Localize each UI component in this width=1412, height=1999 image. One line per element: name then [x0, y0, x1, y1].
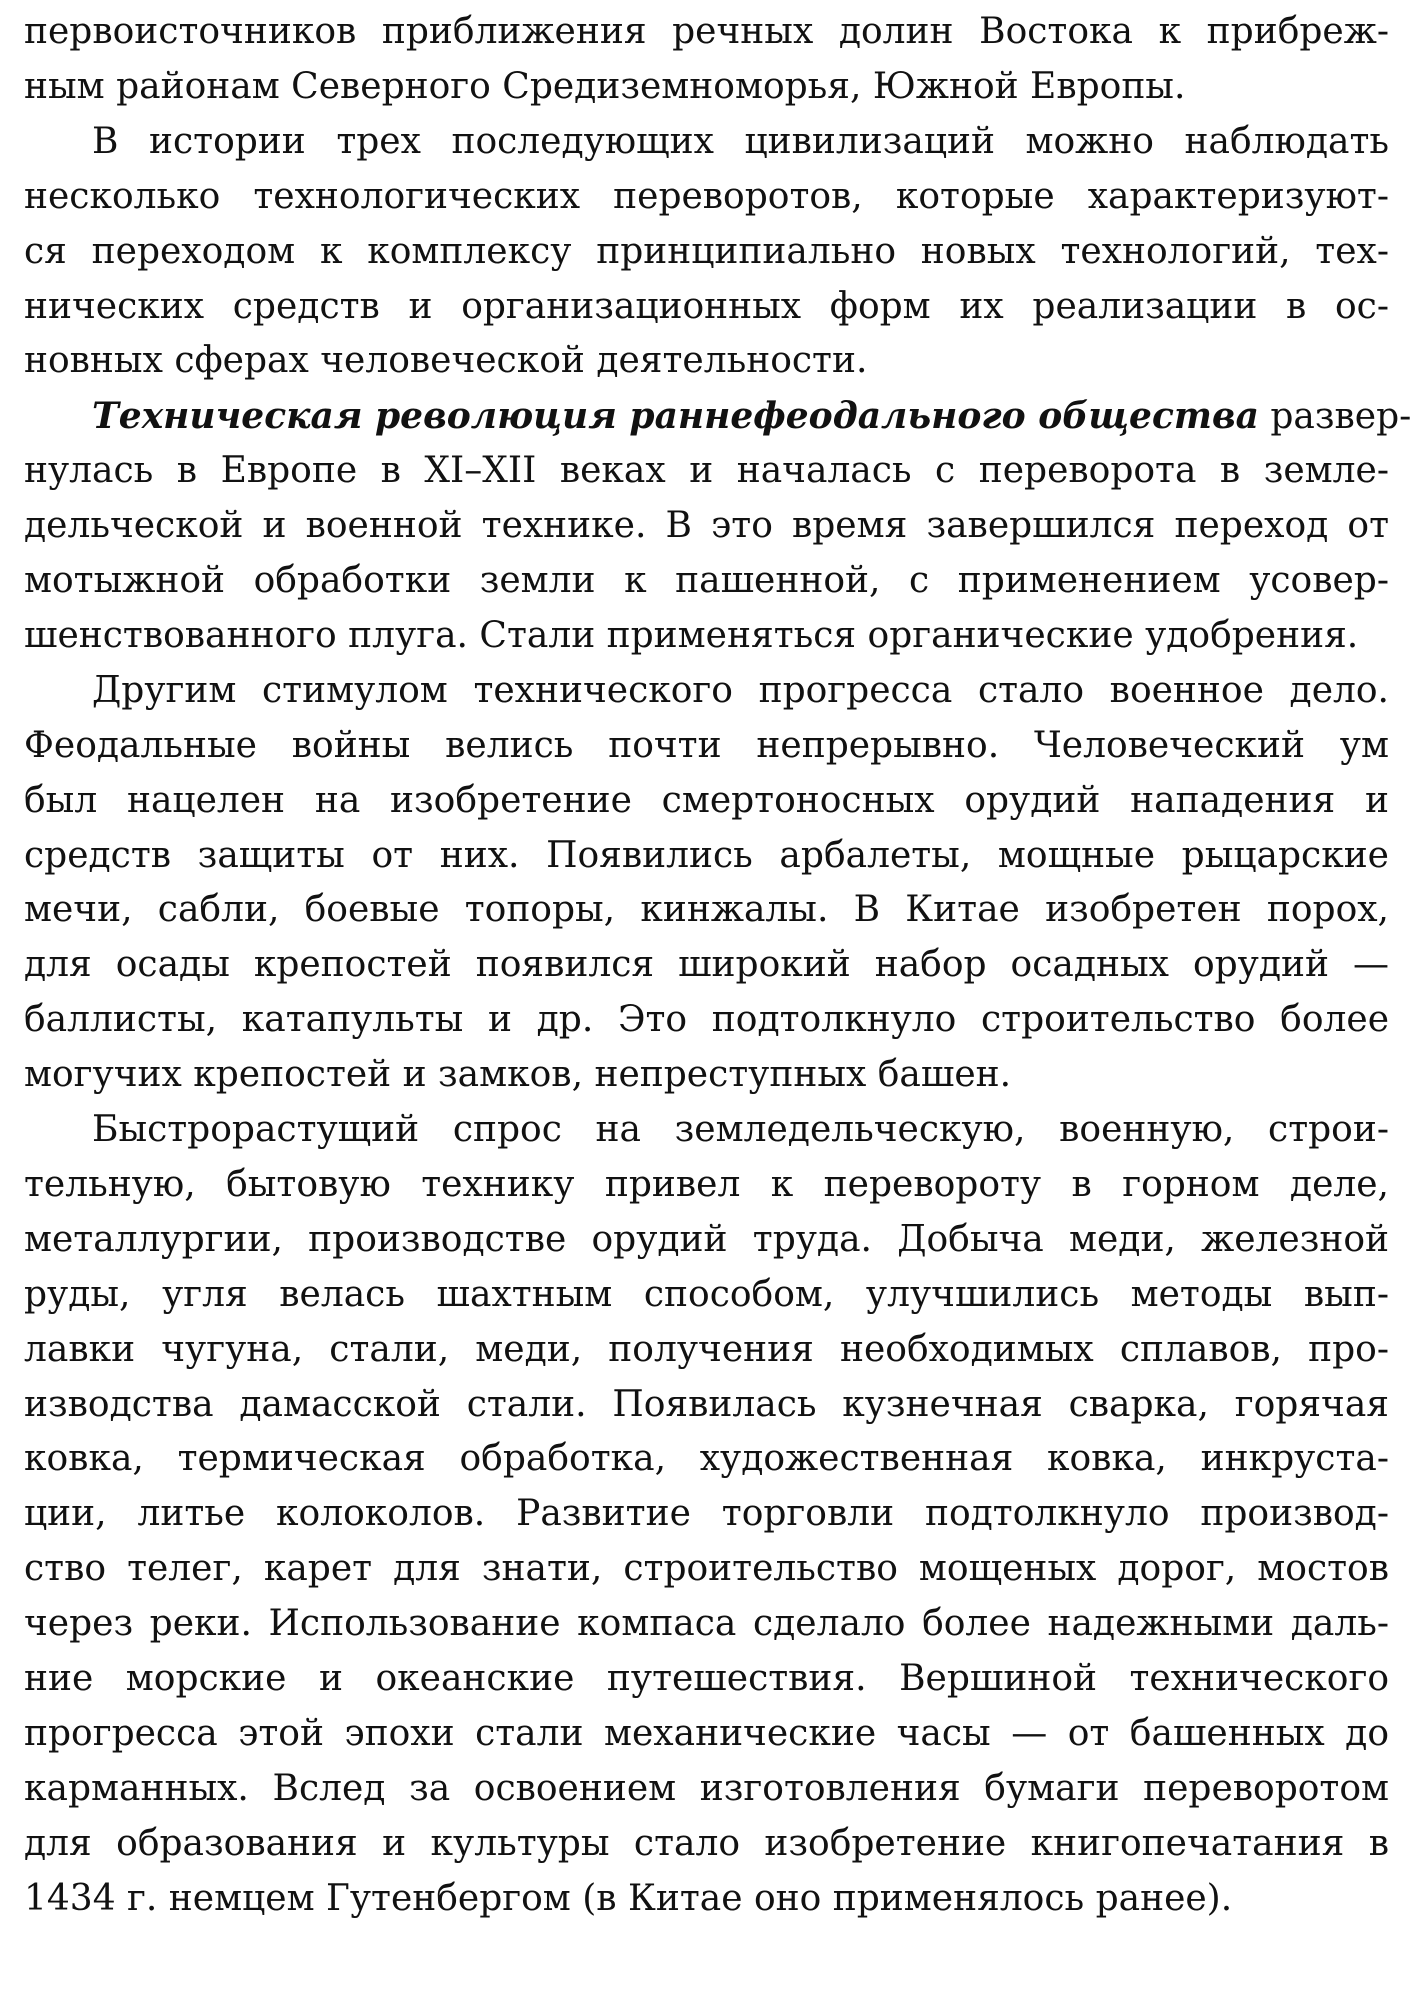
line-text: нических средств и организационных форм их реализации в ос-	[24, 285, 1389, 327]
text-line	[24, 773, 1389, 829]
line-text: ным районам Северного Средиземноморья, Южной Европы.	[24, 65, 1186, 107]
text-line	[24, 882, 1389, 938]
line-text: мотыжной обработки земли к пашенной, с применением усовер-	[24, 560, 1389, 601]
text-line	[24, 443, 1389, 499]
line-text: новных сферах человеческой деятельности.	[24, 340, 868, 382]
line-text: металлургии, производстве орудий труда. Добыча меди, железной	[24, 1218, 1389, 1260]
line-text: развер-	[1258, 396, 1412, 438]
text-line	[24, 388, 1412, 444]
text-line	[24, 608, 1389, 664]
line-text: нулась в Европе в XI–XII веках и началась с переворота в земле-	[24, 450, 1389, 492]
line-text: для осады крепостей появился широкий набор осадных орудий —	[24, 944, 1389, 986]
text-line	[24, 828, 1389, 884]
text-line	[24, 1157, 1389, 1213]
text-line	[24, 1651, 1389, 1707]
text-line	[24, 718, 1389, 774]
text-line	[24, 279, 1389, 335]
line-text: лавки чугуна, стали, меди, получения необходимых сплавов, про-	[24, 1328, 1389, 1370]
text-line	[24, 498, 1389, 554]
text-line	[24, 1102, 1389, 1158]
text-line	[24, 59, 1389, 115]
line-text: изводства дамасской стали. Появилась кузнечная сварка, горячая	[24, 1383, 1389, 1425]
line-text: ство телег, карет для знати, строительство мощеных дорог, мостов	[24, 1548, 1389, 1590]
line-text: Другим стимулом технического прогресса стало военное дело.	[92, 669, 1389, 711]
line-text: баллисты, катапульты и др. Это подтолкнуло строительство более	[24, 999, 1389, 1041]
text-line	[24, 1596, 1389, 1652]
line-text: Феодальные войны велись почти непрерывно. Человеческий ум	[24, 724, 1389, 766]
line-text: мечи, сабли, боевые топоры, кинжалы. В Китае изобретен порох,	[24, 889, 1389, 931]
line-text: 1434 г. немцем Гутенбергом (в Китае оно применялось ранее).	[24, 1877, 1233, 1919]
line-text: для образования и культуры стало изобретение книгопечатания в	[24, 1822, 1389, 1864]
text-line	[24, 663, 1389, 719]
line-text: руды, угля велась шахтным способом, улучшились методы вып-	[24, 1273, 1389, 1315]
text-line	[24, 4, 1389, 60]
text-line	[24, 1212, 1389, 1268]
text-line	[24, 1816, 1389, 1872]
line-text: В истории трех последующих цивилизаций можно наблюдать	[92, 120, 1389, 162]
text-line	[24, 1871, 1389, 1927]
text-line	[24, 1431, 1389, 1487]
line-text: несколько технологических переворотов, которые характеризуют-	[24, 175, 1389, 217]
text-line	[24, 937, 1389, 993]
line-text: был нацелен на изобретение смертоносных орудий нападения и	[24, 779, 1389, 821]
text-line	[24, 1486, 1389, 1542]
line-text: через реки. Использование компаса сделало более надежными даль-	[24, 1603, 1389, 1645]
line-text: средств защиты от них. Появились арбалеты, мощные рыцарские	[24, 834, 1389, 876]
text-line	[24, 1377, 1389, 1433]
text-line	[24, 1541, 1389, 1597]
line-text: шенствованного плуга. Стали применяться органические удобрения.	[24, 614, 1359, 656]
text-line	[24, 333, 1389, 389]
text-line	[24, 1761, 1389, 1817]
text-line	[24, 224, 1389, 280]
text-line	[24, 1322, 1389, 1378]
text-line	[24, 1706, 1389, 1762]
text-line	[24, 553, 1389, 609]
line-text: ние морские и океанские путешествия. Вершиной технического	[24, 1658, 1389, 1699]
line-text: карманных. Вслед за освоением изготовления бумаги переворотом	[24, 1767, 1389, 1809]
line-text: первоисточников приближения речных долин Востока к прибреж-	[24, 11, 1389, 52]
line-text: Быстрорастущий спрос на земледельческую, военную, строи-	[92, 1109, 1389, 1150]
text-line	[24, 992, 1389, 1048]
line-text: прогресса этой эпохи стали механические часы — от башенных до	[24, 1712, 1389, 1754]
line-text: дельческой и военной технике. В это время завершился переход от	[24, 505, 1389, 547]
line-text: ковка, термическая обработка, художественная ковка, инкруста-	[24, 1438, 1389, 1480]
line-text: ся переходом к комплексу принципиально новых технологий, тех-	[24, 230, 1389, 272]
text-line	[24, 1267, 1389, 1323]
text-line	[24, 169, 1389, 225]
line-text: ции, литье колоколов. Развитие торговли подтолкнуло производ-	[24, 1493, 1389, 1535]
line-text: могучих крепостей и замков, непреступных башен.	[24, 1054, 1012, 1096]
emphasized-term: Техническая революция раннефеодального общества	[92, 395, 1259, 438]
line-text: тельную, бытовую технику привел к перевороту в горном деле,	[24, 1163, 1389, 1205]
text-line	[24, 114, 1389, 170]
text-line	[24, 1047, 1389, 1103]
